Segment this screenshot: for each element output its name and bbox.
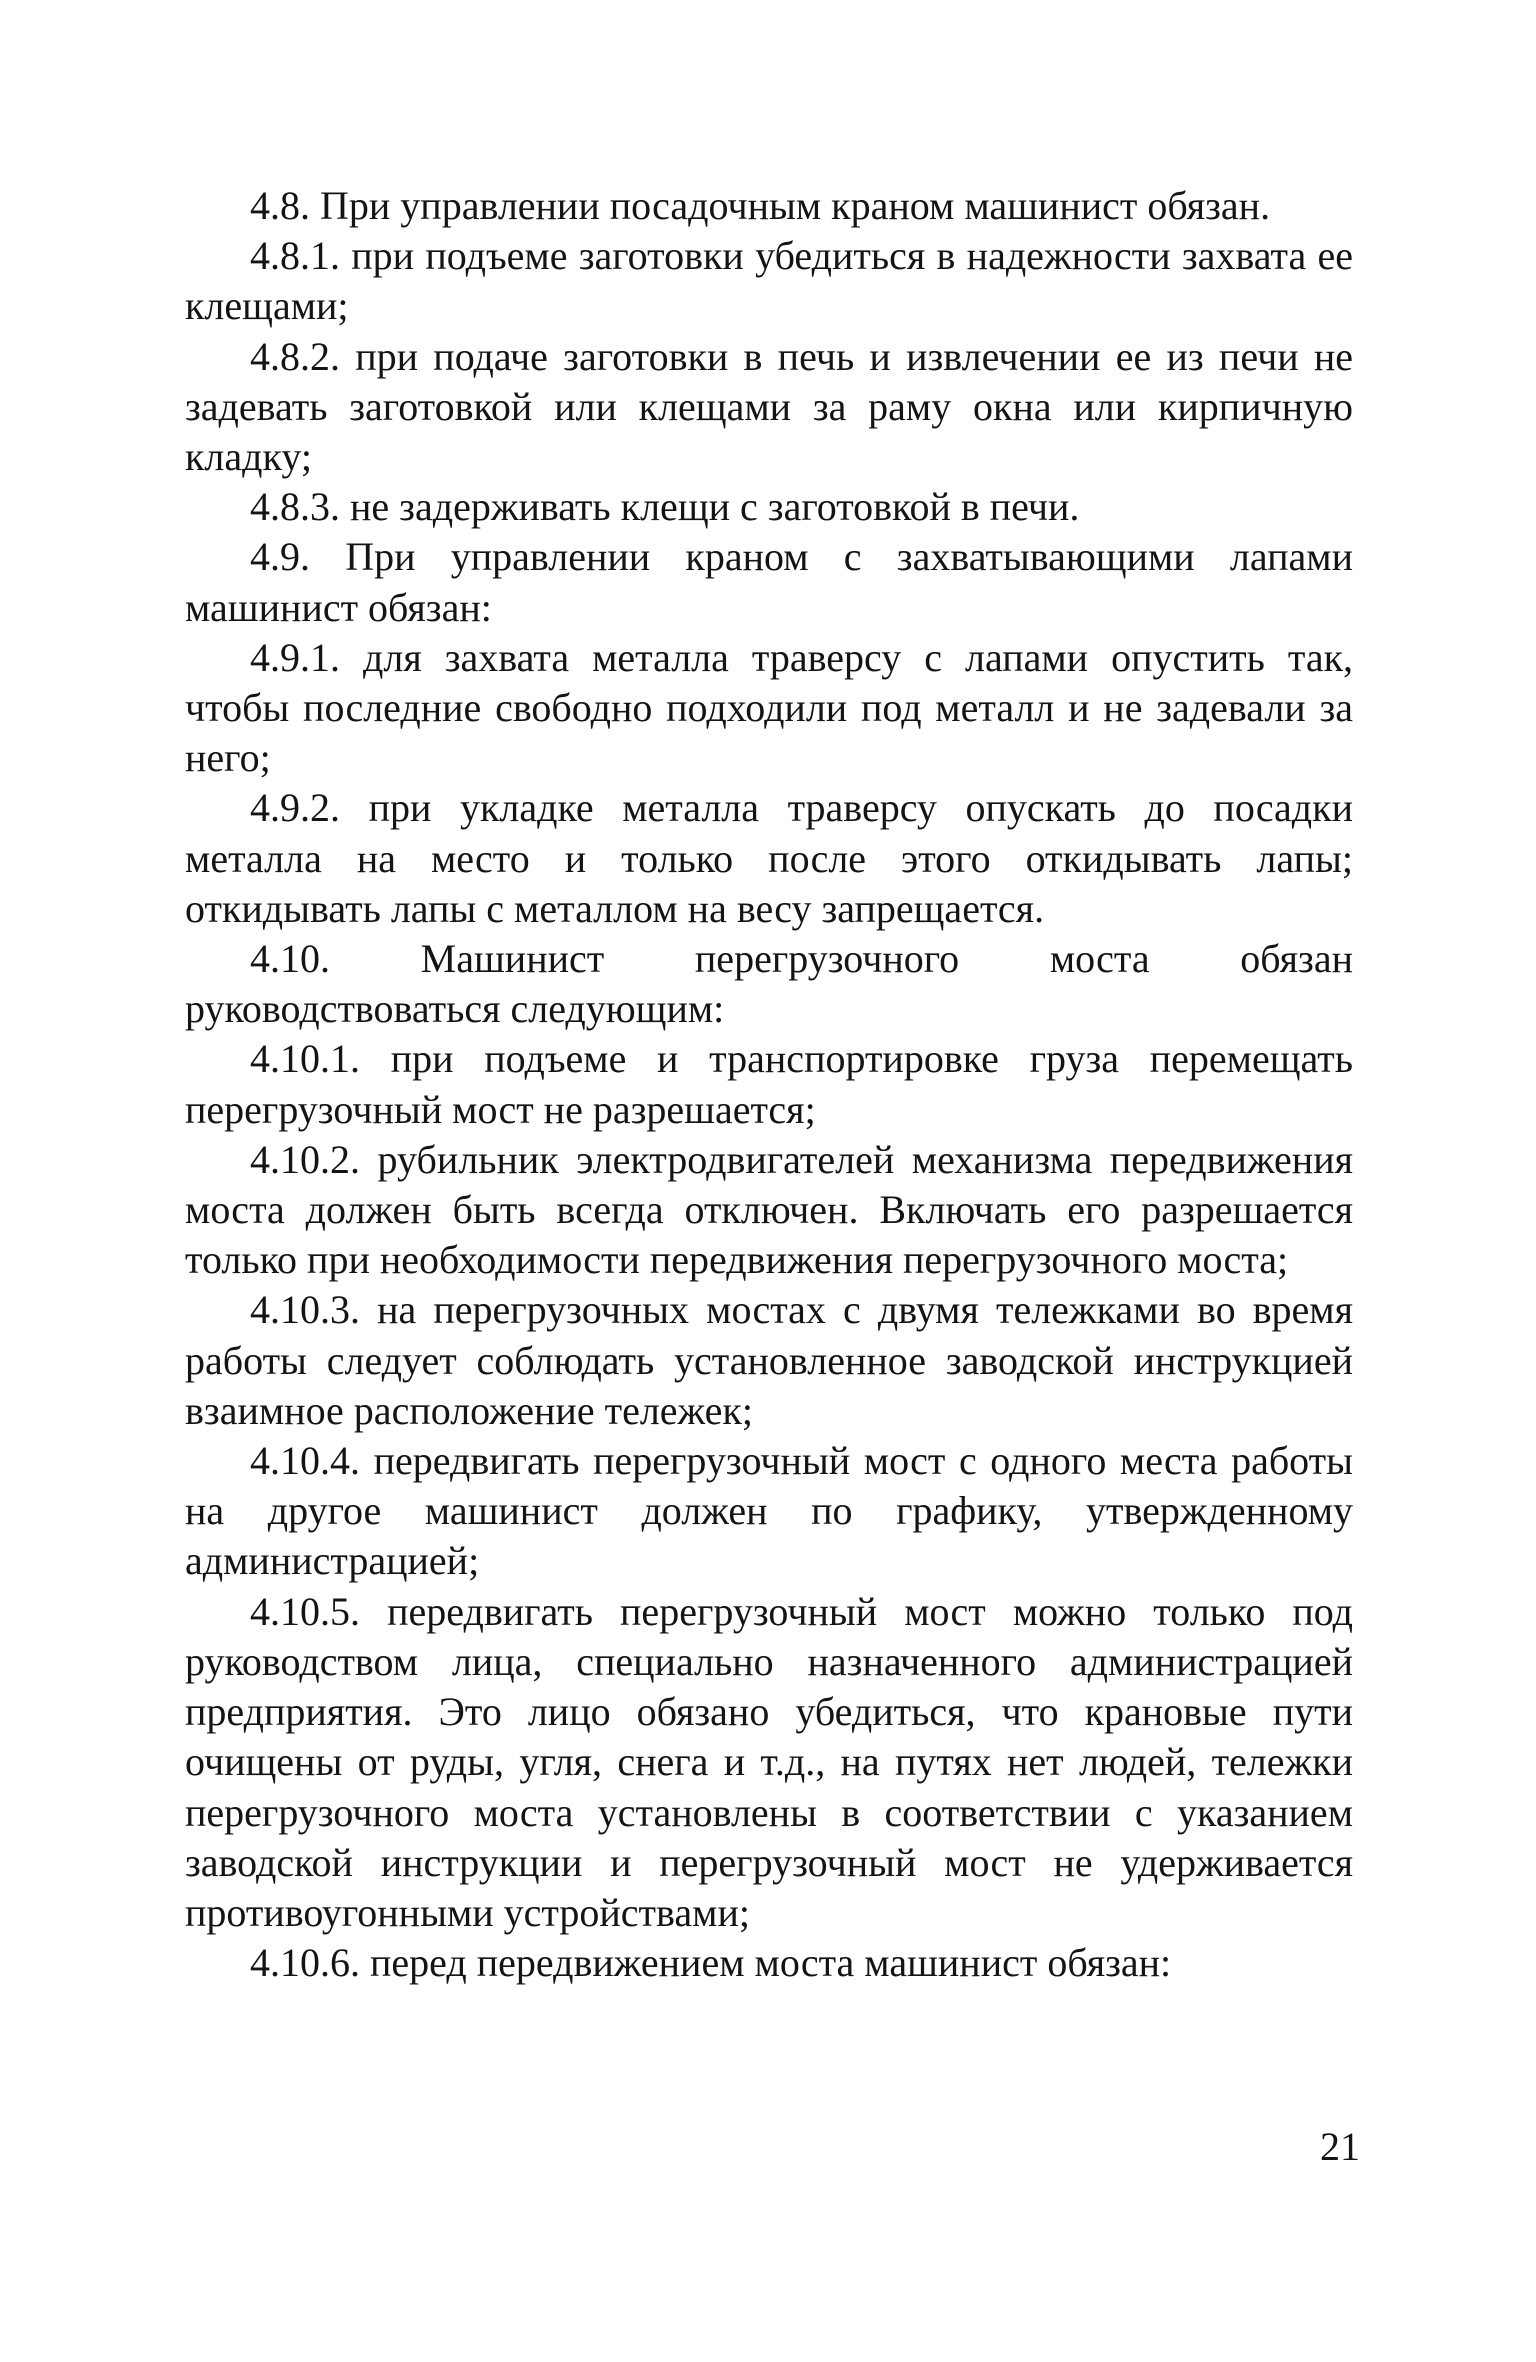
paragraph-4-10-5: 4.10.5. передвигать перегрузочный мост можно только под руководством лица, специально назначенного администрацией предприятия. Это лицо обязано убедиться, что крановые пути очищены от руды, угля, снега и т.д., на путях нет людей, тележки перегрузочного моста установлены в соответствии с указанием заводской инструкции и перегрузочный мост не удерживается противоугонными устройствами;	[185, 1588, 1353, 1935]
paragraph-4-10-2: 4.10.2. рубильник электродвигателей механизма передвижения моста должен быть всегда отключен. Включать его разрешается только при необходимости передвижения перегрузочного моста;	[185, 1136, 1353, 1283]
page-number: 21	[1320, 2124, 1360, 2169]
paragraph-4-8-2: 4.8.2. при подаче заготовки в печь и извлечении ее из печи не задевать заготовкой или клещами за раму окна или кирпичную кладку;	[185, 333, 1353, 480]
paragraph-4-10-4: 4.10.4. передвигать перегрузочный мост с одного места работы на другое машинист должен по графику, утвержденному администрацией;	[185, 1438, 1353, 1584]
body-text	[185, 181, 1353, 1988]
paragraph-4-8-3: 4.8.3. не задерживать клещи с заготовкой в печи.	[250, 484, 1080, 530]
paragraph-4-10-6: 4.10.6. перед передвижением моста машинист обязан:	[250, 1940, 1172, 1986]
paragraph-4-8-1: 4.8.1. при подъеме заготовки убедиться в надежности захвата ее клещами;	[185, 233, 1353, 329]
paragraph-4-10-1: 4.10.1. при подъеме и транспортировке груза перемещать перегрузочный мост не разрешается;	[185, 1036, 1353, 1132]
paragraph-4-8: 4.8. При управлении посадочным краном машинист обязан.	[250, 183, 1271, 228]
paragraph-4-10-3: 4.10.3. на перегрузочных мостах с двумя тележками во время работы следует соблюдать установленное заводской инструкцией взаимное расположение тележек;	[185, 1287, 1353, 1433]
paragraph-4-9-1: 4.9.1. для захвата металла траверсу с лапами опустить так, чтобы последние свободно подходили под металл и не задевали за него;	[185, 634, 1353, 781]
paragraph-4-9: 4.9. При управлении краном с захватывающими лапами машинист обязан:	[185, 534, 1353, 630]
paragraph-4-10: 4.10. Машинист перегрузочного моста обязан руководствоваться следующим:	[185, 936, 1353, 1032]
paragraph-4-9-2: 4.9.2. при укладке металла траверсу опускать до посадки металла на место и только после этого откидывать лапы; откидывать лапы с металлом на весу запрещается.	[185, 785, 1353, 931]
